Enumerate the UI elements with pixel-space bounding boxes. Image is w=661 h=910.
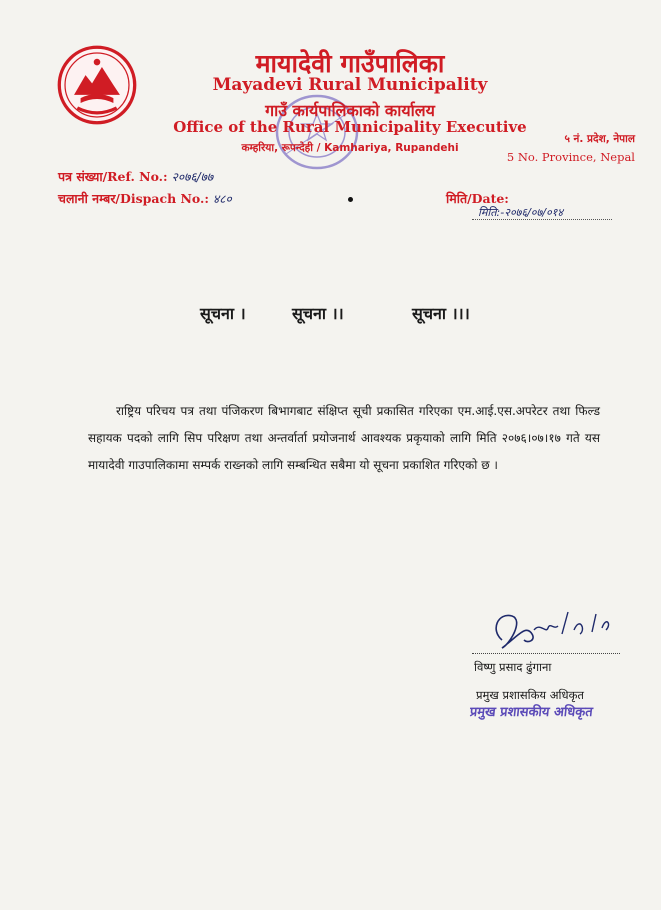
ink-dot [348,197,353,202]
office-name-nepali: गाउँ कार्यपालिकाको कार्यालय [265,101,435,120]
designation-stamp: प्रमुख प्रशासकीय अधिकृत [469,705,594,720]
dispatch-value: ४८० [213,192,232,206]
province-nepali: ५ नं. प्रदेश, नेपाल [564,133,635,145]
date-label: मिति/Date: [446,191,509,206]
notice-body [88,398,600,479]
signatory-designation: प्रमुख प्रशासकिय अधिकृत [476,688,584,702]
reference-label: पत्र संख्या/Ref. No.: [58,169,168,184]
signatory-name: विष्णु प्रसाद ढुंगाना [474,660,552,674]
notice-heading-1: सूचना । [200,304,246,323]
province-english: 5 No. Province, Nepal [506,150,635,164]
signature-line [472,653,620,654]
municipality-name-english: Mayadevi Rural Municipality [212,75,488,95]
reference-number [58,168,213,185]
notice-heading-2: सूचना ।। [292,304,344,323]
notice-paragraph: राष्ट्रिय परिचय पत्र तथा पंजिकरण बिभागबाट संक्षिप्त सूची प्रकासित गरिएका एम.आई.एस.अपरेटर तथा फिल्ड सहायक पदको लागि सिप परिक्षण तथा अन्तर्वार्ता प्रयोजनार्थ आवश्यक प्रकृयाको लागि मिति २०७६।०७।१७ गते यस मायादेवी गाउपालिकामा सम्पर्क राख्नको लागि सम्बन्धित सबैमा यो सूचना प्रकाशित गरिएको छ । [88,404,600,472]
dispatch-number [58,190,232,207]
handwritten-signature [488,600,616,654]
nepal-emblem-icon [56,44,138,126]
reference-value: २०७६/७७ [171,170,214,184]
office-address: कम्हरिया, रूपन्देही / Kamhariya, Rupandehi [241,142,459,154]
date-value: मिति:-२०७६/०७/०१४ [478,206,564,219]
office-name-english: Office of the Rural Municipality Executive [173,118,527,136]
date-underline [472,219,612,220]
dispatch-label: चलानी नम्बर/Dispach No.: [58,191,210,206]
notice-heading-3: सूचना ।।। [412,304,470,323]
municipality-name-nepali: मायादेवी गाउँपालिका [255,49,445,78]
